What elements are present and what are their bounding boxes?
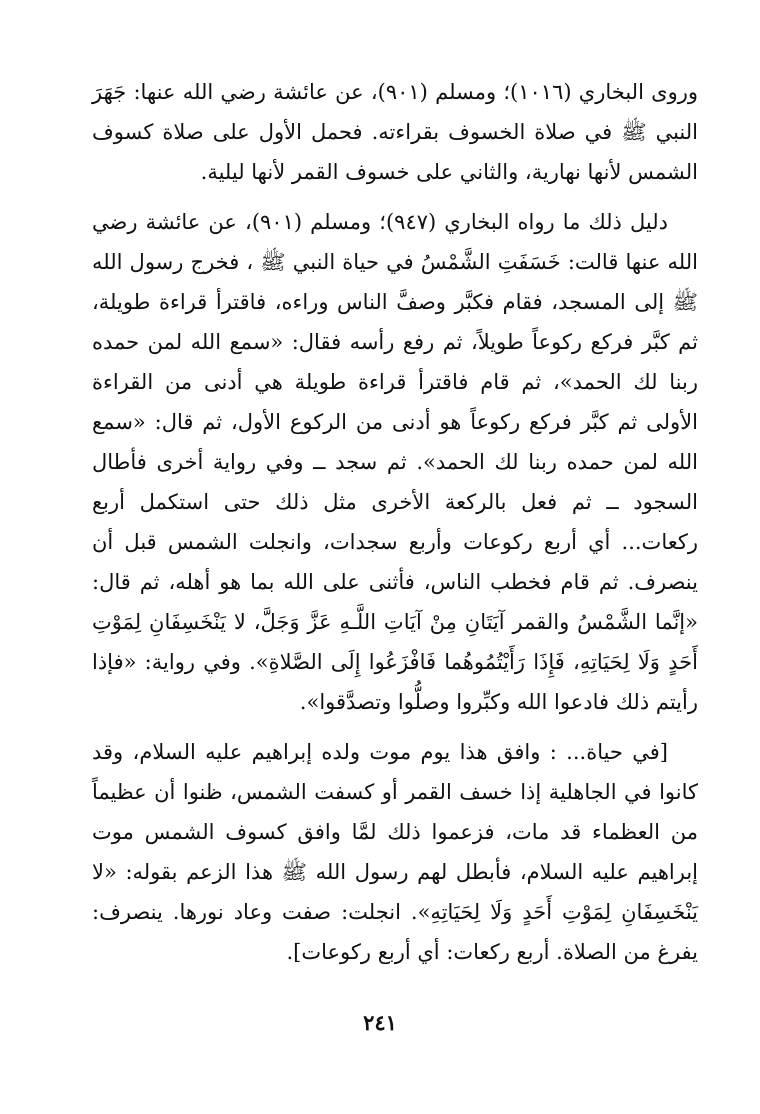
page-body [92,72,698,972]
paragraph-eclipse-recitation: وروى البخاري (١٠١٦)؛ ومسلم (٩٠١)، عن عائشة رضي الله عنها: جَهَرَ النبي ﷺ في صلاة الخسوف بقراءته. فحمل الأول على صلاة كسوف الشمس لأنها نهارية، والثاني على خسوف القمر لأنها ليلية. [92,80,698,184]
page-number: ٢٤١ [363,1010,397,1035]
paragraph-explanatory-note: [في حياة... : وافق هذا يوم موت ولده إبراهيم عليه السلام، وقد كانوا في الجاهلية إذا خسف القمر أو كسفت الشمس، ظنوا أن عظيماً من العظماء قد مات، فزعموا ذلك لمَّا وافق كسوف الشمس موت إبراهيم عليه السلام، فأبطل لهم رسول الله ﷺ هذا الزعم بقوله: «لا يَنْخَسِفَانِ لِمَوْتِ أَحَدٍ وَلَا لِحَيَاتِهِ». انجلت: صفت وعاد نورها. ينصرف: يفرغ من الصلاة. أربع ركعات: أي أربع ركوعات]. [92,740,698,964]
paragraph-evidence-hadith: دليل ذلك ما رواه البخاري (٩٤٧)؛ ومسلم (٩٠١)، عن عائشة رضي الله عنها قالت: خَسَفَتِ الشَّمْسُ في حياة النبي ﷺ ، فخرج رسول الله ﷺ إلى المسجد، فقام فكبَّر وصفَّ الناس وراءه، فاقترأ قراءة طويلة، ثم كبَّر فركع ركوعاً طويلاً، ثم رفع رأسه فقال: «سمع الله لمن حمده ربنا لك الحمد»، ثم قام فاقترأ قراءة طويلة هي أدنى من القراءة الأولى ثم كبَّر فركع ركوعاً هو أدنى من الركوع الأول، ثم قال: «سمع الله لمن حمده ربنا لك الحمد». ثم سجد ــ وفي رواية أخرى فأطال السجود ــ ثم فعل بالركعة الأخرى مثل ذلك حتى استكمل أربع ركعات... أي أربع ركوعات وأربع سجدات، وانجلت الشمس قبل أن ينصرف. ثم قام فخطب الناس، فأثنى على الله بما هو أهله، ثم قال: «إنَّما الشَّمْسُ والقمر آيَتَانِ مِنْ آيَاتِ اللَّـهِ عَزَّ وَجَلَّ، لا يَنْخَسِفَانِ لِمَوْتِ أَحَدٍ وَلَا لِحَيَاتِهِ، فَإِذَا رَأَيْتُمُوهُما فَافْزَعُوا إِلَى الصَّلاةِ». وفي رواية: «فإذا رأيتم ذلك فادعوا الله وكبِّروا وصلُّوا وتصدَّقوا». [92,210,698,714]
